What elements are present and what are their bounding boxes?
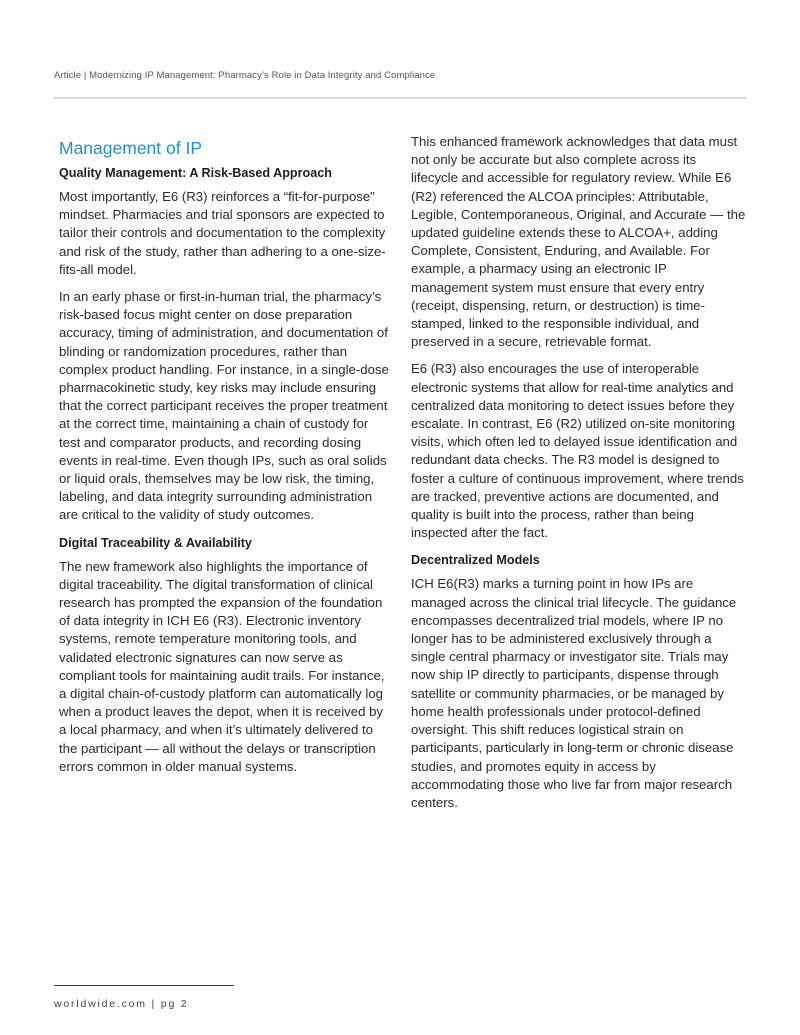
subheading-digital-traceability: Digital Traceability & Availability	[59, 535, 252, 550]
left-column	[59, 133, 389, 785]
paragraph: E6 (R3) also encourages the use of interoperable electronic systems that allow for real-time analytics and centralized data monitoring to detect issues before they escalate. In contrast, E6 (R2) utilized on-site monitoring visits, which often led to delayed issue identification and redundant data checks. The R3 model is designed to foster a culture of continuous improvement, where trends are tracked, preventive actions are documented, and quality is built into the process, rather than being inspected after the fact.	[411, 361, 744, 541]
right-column	[411, 133, 746, 821]
footer-divider	[54, 985, 234, 986]
running-header: Article | Modernizing IP Management: Pharmacy’s Role in Data Integrity and Compliance	[54, 70, 436, 81]
paragraph: The new framework also highlights the importance of digital traceability. The digital transformation of clinical research has prompted the expansion of the foundation of data integrity in ICH E6 (R3). Electronic inventory systems, remote temperature monitoring tools, and validated electronic signatures can now serve as compliant tools for maintaining audit trails. For instance, a digital chain-of-custody platform can automatically log when a product leaves the depot, when it is received by a local pharmacy, and when it’s ultimately delivered to the participant — all without the delays or transcription errors common in older manual systems.	[59, 558, 385, 774]
paragraph: In an early phase or first-in-human trial, the pharmacy’s risk-based focus might center on dose preparation accuracy, timing of administration, and documentation of blinding or randomization procedures, rather than complex product handling. For instance, in a single-dose pharmacokinetic study, key risks may include ensuring that the correct participant receives the proper treatment at the correct time, maintaining a chain of custody for test and comparator products, and recording dosing events in real-time. Even though IPs, such as oral solids or liquid orals, themselves may be low risk, the timing, labeling, and data integrity surrounding administration are critical to the validity of study outcomes.	[59, 289, 389, 523]
subheading-decentralized-models: Decentralized Models	[411, 553, 540, 568]
paragraph: Most importantly, E6 (R3) reinforces a “fit-for-purpose” mindset. Pharmacies and trial sponsors are expected to tailor their controls and documentation to the complexity and risk of the study, rather than adhering to a one-size-fits-all model.	[59, 189, 386, 277]
header-divider	[54, 97, 746, 99]
subheading-quality-management: Quality Management: A Risk-Based Approach	[59, 166, 332, 180]
paragraph: This enhanced framework acknowledges that data must not only be accurate but also complete across its lifecycle and accessible for regulatory review. While E6 (R2) referenced the ALCOA principles: Attributable, Legible, Contemporaneous, Original, and Accurate — the updated guideline extends these to ALCOA+, adding Complete, Consistent, Enduring, and Available. For example, a pharmacy using an electronic IP management system must ensure that every entry (receipt, dispensing, return, or destruction) is time-stamped, linked to the responsible individual, and preserved in a secure, retrievable format.	[411, 134, 746, 350]
paragraph: ICH E6(R3) marks a turning point in how IPs are managed across the clinical trial lifecycle. The guidance encompasses decentralized trial models, where IP no longer has to be administered exclusively through a single central pharmacy or investigator site. Trials may now ship IP directly to participants, dispense through satellite or community pharmacies, or be managed by home health professionals under protocol-defined oversight. This shift reduces logistical strain on participants, particularly in long-term or chronic disease studies, and promotes equity in access by accommodating those who live far from major research centers.	[411, 576, 737, 810]
section-title: Management of IP	[59, 138, 202, 158]
page-footer: worldwide.com | pg 2	[54, 998, 189, 1010]
